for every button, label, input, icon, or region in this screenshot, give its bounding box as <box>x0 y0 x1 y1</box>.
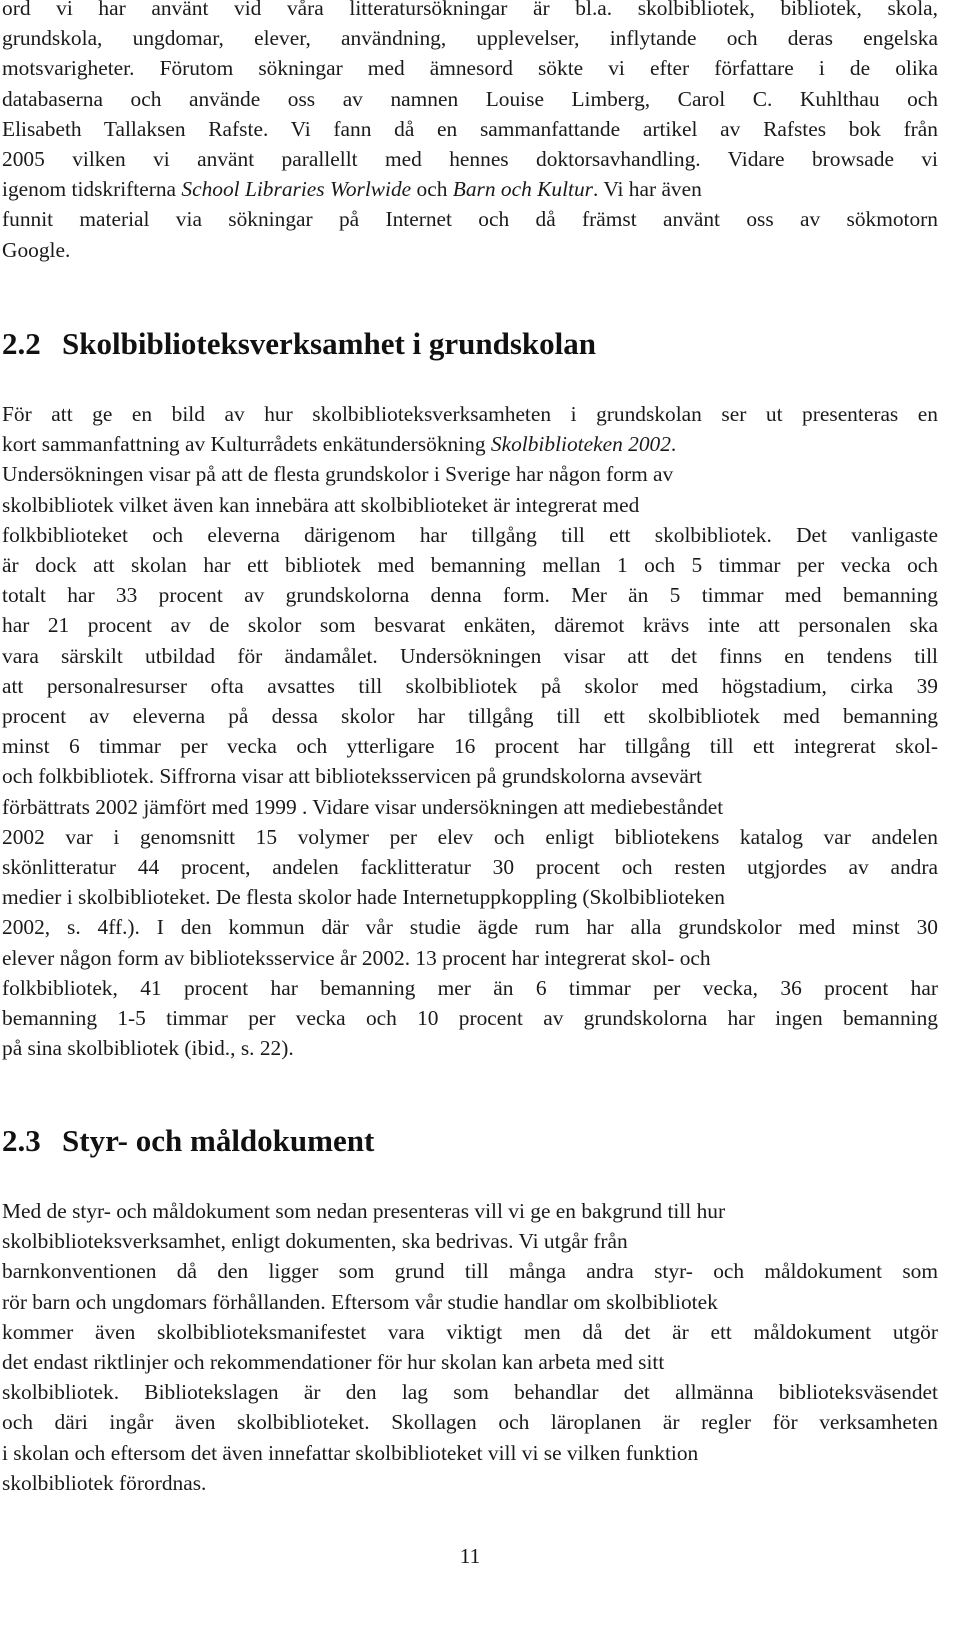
text-line: Elisabeth Tallaksen Rafste. Vi fann då en sammanfattande artikel av Rafstes bok från <box>2 116 938 141</box>
text-line: 2005 vilken vi använt parallellt med hennes doktorsavhandling. Vidare browsade vi <box>2 147 938 172</box>
text-line: medier i skolbiblioteket. De flesta skolor hade Internetuppkoppling (Skolbiblioteken <box>2 885 725 910</box>
text-line: minst 6 timmar per vecka och ytterligare 16 procent har tillgång till ett integrerat skol- <box>2 734 938 759</box>
text-line: barnkonventionen då den ligger som grund till många andra styr- och måldokument som <box>2 1259 938 1284</box>
text-line: kommer även skolbiblioteksmanifestet vara viktigt men då det är ett måldokument utgör <box>2 1319 938 1344</box>
text-line: det endast riktlinjer och rekommendationer för hur skolan kan arbeta med sitt <box>2 1350 665 1375</box>
section-heading-2-3 <box>2 1123 374 1159</box>
text-run: . Vi har även <box>593 177 702 202</box>
text-line: förbättrats 2002 jämfört med 1999 . Vidare visar undersökningen att mediebeståndet <box>2 794 724 819</box>
text-line: skolbibliotek vilket även kan innebära att skolbiblioteket är integrerat med <box>2 492 640 517</box>
section-title: Skolbiblioteksverksamhet i grundskolan <box>62 326 597 361</box>
text-line: Google. <box>2 237 71 262</box>
text-line: elever någon form av biblioteksservice år 2002. 13 procent har integrerat skol- och <box>2 945 711 970</box>
section-number: 2.2 <box>2 326 41 361</box>
text-line: funnit material via sökningar på Internet och då främst använt oss av sökmotorn <box>2 207 938 232</box>
text-line: 2002 var i genomsnitt 15 volymer per elev och enligt bibliotekens katalog var andelen <box>2 824 938 849</box>
text-line: skolbibliotek. Bibliotekslagen är den lag som behandlar det allmänna biblioteksväsendet <box>2 1380 938 1405</box>
text-line: bemanning 1-5 timmar per vecka och 10 procent av grundskolorna har ingen bemanning <box>2 1006 938 1031</box>
section-title: Styr- och måldokument <box>62 1123 375 1158</box>
journal-title: School Libraries Worlwide <box>181 177 412 202</box>
text-line: procent av eleverna på dessa skolor har tillgång till ett skolbibliotek med bemanning <box>2 704 938 729</box>
text-run: kort sammanfattning av Kulturrådets enkätundersökning <box>2 432 491 457</box>
journal-title: Barn och Kultur <box>452 177 594 202</box>
text-run: och <box>411 177 453 202</box>
text-run: igenom tidskrifterna <box>2 177 182 202</box>
section-2-3-paragraph <box>2 1196 938 1498</box>
page-number: 11 <box>459 1544 481 1568</box>
text-line: folkbiblioteket och eleverna därigenom har tillgång till ett skolbibliotek. Det vanligaste <box>2 522 938 547</box>
text-line: motsvarigheter. Förutom sökningar med ämnesord sökte vi efter författare i de olika <box>2 56 938 81</box>
text-line: skönlitteratur 44 procent, andelen facklitteratur 30 procent och resten utgjordes av andra <box>2 855 938 880</box>
section-heading-2-2 <box>2 326 596 362</box>
text-line <box>2 174 938 204</box>
text-line: och däri ingår även skolbiblioteket. Skollagen och läroplanen är regler för verksamheten <box>2 1410 938 1435</box>
text-line: är dock att skolan har ett bibliotek med bemanning mellan 1 och 5 timmar per vecka och <box>2 553 938 578</box>
text-line: Med de styr- och måldokument som nedan presenteras vill vi ge en bakgrund till hur <box>2 1199 726 1223</box>
text-line: Undersökningen visar på att de flesta grundskolor i Sverige har någon form av <box>2 462 674 487</box>
text-line <box>2 429 938 459</box>
report-title: Skolbiblioteken 2002 <box>490 432 671 457</box>
intro-paragraph <box>2 0 938 265</box>
text-run: . <box>670 432 677 457</box>
section-2-2-paragraph <box>2 399 938 1063</box>
text-line: att personalresurser ofta avsattes till skolbibliotek på skolor med högstadium, cirka 39 <box>2 673 938 698</box>
text-line: totalt har 33 procent av grundskolorna denna form. Mer än 5 timmar med bemanning <box>2 583 938 608</box>
text-line: rör barn och ungdomars förhållanden. Eftersom vår studie handlar om skolbibliotek <box>2 1289 718 1314</box>
text-line: skolbiblioteksverksamhet, enligt dokumenten, ska bedrivas. Vi utgår från <box>2 1229 628 1254</box>
text-line: och folkbibliotek. Siffrorna visar att biblioteksservicen på grundskolorna avsevärt <box>2 764 702 789</box>
text-line: ord vi har använt vid våra litteratursökningar är bl.a. skolbibliotek, bibliotek, skola, <box>2 0 938 20</box>
text-line: databaserna och använde oss av namnen Louise Limberg, Carol C. Kuhlthau och <box>2 86 938 111</box>
text-line: på sina skolbibliotek (ibid., s. 22). <box>2 1036 294 1061</box>
text-line: i skolan och eftersom det även innefattar skolbiblioteket vill vi se vilken funktion <box>2 1440 699 1465</box>
text-line: För att ge en bild av hur skolbiblioteksverksamheten i grundskolan ser ut presenteras en <box>2 402 938 426</box>
text-line: vara särskilt utbildad för ändamålet. Undersökningen visar att det finns en tendens till <box>2 643 938 668</box>
section-number: 2.3 <box>2 1123 41 1158</box>
text-line: grundskola, ungdomar, elever, användning, upplevelser, inflytande och deras engelska <box>2 26 938 51</box>
text-line: skolbibliotek förordnas. <box>2 1470 207 1495</box>
text-line: 2002, s. 4ff.). I den kommun där vår studie ägde rum har alla grundskolor med minst 30 <box>2 915 938 940</box>
text-line: folkbibliotek, 41 procent har bemanning mer än 6 timmar per vecka, 36 procent har <box>2 975 938 1000</box>
text-line: har 21 procent av de skolor som besvarat enkäten, däremot krävs inte att personalen ska <box>2 613 938 638</box>
